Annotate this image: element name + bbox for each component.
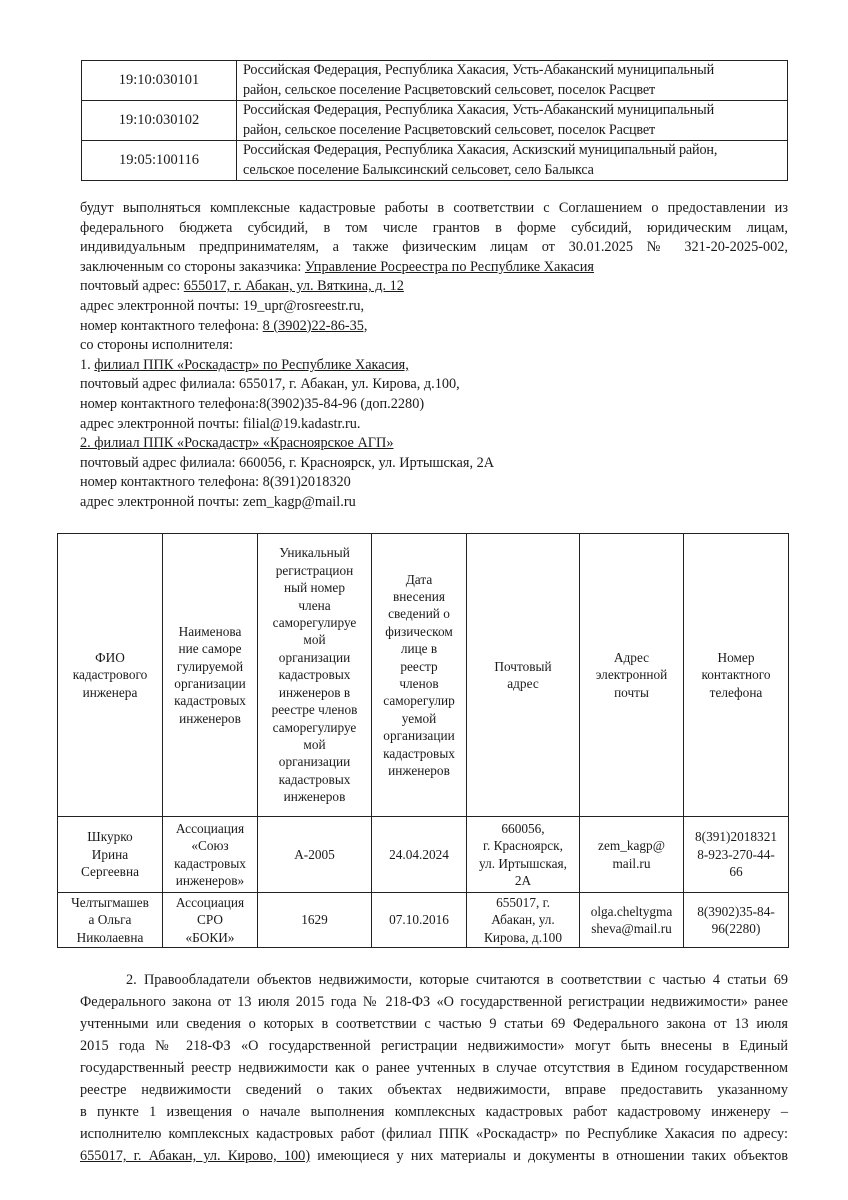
address-line: район, сельское поселение Расцветовский сельсовет, поселок Расцвет (243, 121, 656, 138)
email-address[interactable] (580, 817, 684, 893)
cell-line: инженера (82, 684, 138, 700)
cell-line: мой (303, 632, 326, 648)
sro-name (163, 893, 258, 948)
branch1-name-link[interactable]: филиал ППК «Роскадастр» по Республике Хакасия, (94, 356, 409, 373)
cell-line: инженеров (388, 763, 450, 779)
cell-line: ул. Иртышская, (479, 855, 567, 871)
intro-paragraph (80, 199, 788, 513)
customer-phone (80, 317, 788, 337)
cell-line: лице в (400, 641, 438, 657)
sro-name (163, 817, 258, 893)
cell-line: организации (278, 649, 351, 665)
branch1-postal: почтовый адрес филиала: 655017, г. Абакан, ул. Кирова, д.100, (80, 376, 460, 393)
customer-postal (80, 277, 788, 297)
cell-line: г. Красноярск, (483, 838, 563, 854)
paragraph-line: учтенными или сведения о которых в соответствии с частью 9 статьи 69 Федерального закона от 13 июля (80, 1016, 788, 1032)
cell-line: почты (614, 684, 649, 700)
customer-email-value[interactable]: 19_upr@rosreestr.ru (242, 297, 361, 314)
cell-line: 2А (514, 872, 532, 888)
cell-line: уемой (401, 710, 437, 726)
customer-email (80, 297, 788, 317)
cell-line: «БОКИ» (185, 929, 235, 945)
cell-line: Ирина (91, 846, 129, 862)
registry-date: 07.10.2016 (372, 893, 467, 948)
cell-line: организации (174, 676, 246, 691)
engineers-table (57, 533, 789, 948)
paragraph-line-rest: имеющиеся у них материалы и документы в отношении таких объектов (310, 1148, 789, 1164)
postal-label: почтовый адрес: (80, 278, 184, 295)
parcels-table (81, 60, 788, 181)
contractor-heading: со стороны исполнителя: (80, 337, 234, 354)
cell-line: электронной (595, 667, 668, 683)
engineer-name (58, 893, 163, 948)
cell-line: zem_kagp@ (598, 838, 665, 854)
cell-line: Челтыгмашев (71, 894, 149, 910)
phone-number (684, 817, 789, 893)
cell-line: саморегулир (383, 693, 455, 709)
registration-number: А-2005 (258, 817, 372, 893)
paragraph-line: 2. Правообладатели объектов недвижимости, которые считаются в соответствии с частью 4 статьи 69 (126, 972, 788, 988)
phone-label: номер контактного телефона: (80, 317, 263, 334)
cell-line: olga.cheltygma (590, 903, 673, 919)
cadastral-quarter-number: 19:10:030101 (82, 61, 237, 101)
cell-line: ФИО (95, 649, 125, 665)
cell-line: 8-923-270-44- (697, 846, 775, 862)
address-line: Российская Федерация, Республика Хакасия, Аскизский муниципальный район, (243, 142, 718, 158)
branch1-phone: номер контактного телефона:8(3902)35-84-96 (доп.2280) (80, 395, 425, 412)
cell-line: кадастровых (278, 667, 351, 683)
column-header-postal-address (467, 534, 580, 817)
intro-line (80, 258, 788, 278)
cell-line: инженеров в (278, 684, 351, 700)
cell-line: «Союз (191, 838, 229, 854)
cell-line: Ассоциация (175, 820, 245, 836)
quarter-address (237, 101, 788, 141)
table-row (58, 893, 789, 948)
cell-line: физическом (385, 623, 453, 639)
cell-line: 66 (729, 864, 743, 880)
cell-line: 8(391)2018321 (695, 829, 777, 845)
cell-line: кадастрового (72, 667, 148, 683)
cell-line: адрес (507, 676, 539, 691)
cell-line: членов (399, 676, 439, 691)
cell-line: СРО (196, 912, 224, 928)
paragraph-line (80, 1145, 788, 1167)
table-row (58, 817, 789, 893)
quarter-address (237, 61, 788, 101)
customer-phone-value: 8 (3902)22-86-35, (262, 317, 368, 334)
cell-line: члена (298, 597, 331, 613)
postal-address (467, 817, 580, 893)
address-line: Российская Федерация, Республика Хакасия, Усть-Абаканский муниципальный (243, 102, 715, 118)
paragraph-line: государственный реестр недвижимости как о ранее учтенных в случае отсутствия в Едином государственном (80, 1060, 788, 1076)
cell-line: реестре членов (271, 702, 358, 718)
table-row (82, 141, 788, 181)
cell-line: sheva@mail.ru (591, 921, 672, 936)
email-suffix: , (360, 297, 365, 314)
cell-line: 655017, г. (496, 894, 550, 910)
branch1-name (80, 356, 788, 376)
intro-line: будут выполняться комплексные кадастровые работы в соответствии с Соглашением о предоставлении из (80, 200, 788, 216)
column-header-registry-date (372, 534, 467, 817)
address-line: район, сельское поселение Расцветовский сельсовет, поселок Расцвет (243, 81, 656, 98)
cell-line: Дата (405, 571, 433, 587)
cell-line: 660056, (501, 820, 545, 836)
column-header-engineer-name (58, 534, 163, 817)
branch2-email: адрес электронной почты: zem_kagp@mail.ru (80, 493, 356, 510)
cell-line: инженеров» (175, 872, 245, 888)
paragraph-line: исполнителю комплексных кадастровых работ (филиал ППК «Роскадастр» по Республике Хакасия по адресу: (80, 1126, 788, 1142)
cell-line: Кирова, д.100 (484, 929, 562, 945)
cell-line: Почтовый (494, 658, 552, 674)
table-row (82, 61, 788, 101)
cadastral-quarter-number: 19:10:030102 (82, 101, 237, 141)
address-line: сельское поселение Балыксинский сельсовет, село Балыкса (243, 161, 594, 178)
branch2-phone: номер контактного телефона: 8(391)2018320 (80, 474, 351, 491)
branch1-email: адрес электронной почты: filial@19.kadastr.ru. (80, 415, 361, 432)
cell-line: инженеров (179, 710, 241, 726)
cadastral-quarter-number: 19:05:100116 (82, 141, 237, 181)
intro-line: индивидуальным предпринимателям, а также физическим лицам от 30.01.2025 № 321-20-2025-002, (80, 239, 788, 256)
registration-number: 1629 (258, 893, 372, 948)
cell-line: телефона (709, 684, 763, 700)
cell-line: кадастровых (174, 855, 246, 871)
engineer-name (58, 817, 163, 893)
cell-line: организации (383, 728, 455, 744)
column-header-email (580, 534, 684, 817)
cell-line: ный номер (284, 580, 345, 596)
cell-line: организации (278, 754, 351, 770)
paragraph-line: 2015 года № 218-ФЗ «О государственной регистрации недвижимости» могут быть внесены в Единый (80, 1038, 788, 1054)
cell-line: гулируемой (176, 658, 244, 674)
customer-label: заключенным со стороны заказчика: (80, 258, 305, 275)
cell-line: кадастровых (278, 771, 351, 787)
cell-line: Сергеевна (81, 864, 139, 880)
address-line: Российская Федерация, Республика Хакасия, Усть-Абаканский муниципальный (243, 62, 715, 78)
cell-line: внесения (393, 588, 445, 604)
cell-line: а Ольга (88, 912, 132, 928)
customer-postal-value: 655017, г. Абакан, ул. Вяткина, д. 12 (183, 278, 404, 295)
cell-line: регистрацион (275, 562, 354, 578)
cell-line: Номер (717, 649, 755, 665)
cell-line: реестр (400, 658, 438, 674)
cell-line: Уникальный (279, 545, 350, 561)
cell-line: Адрес (613, 649, 650, 665)
column-header-phone (684, 534, 789, 817)
column-header-sro-name (163, 534, 258, 817)
table-header-row (58, 534, 789, 817)
cell-line: контактного (701, 667, 771, 683)
cell-line: ние саморе (178, 641, 242, 657)
paragraph-line: Федерального закона от 13 июля 2015 года № 218-ФЗ «О государственной регистрации недвижимости» ранее (80, 994, 788, 1010)
cell-line: мой (303, 736, 326, 752)
table-row (82, 101, 788, 141)
cell-line: 96(2280) (711, 921, 761, 936)
cell-line: Наименова (178, 623, 242, 639)
cell-line: саморегулируе (272, 719, 357, 735)
cell-line: сведений о (388, 606, 450, 622)
quarter-address (237, 141, 788, 181)
email-address[interactable] (580, 893, 684, 948)
customer-name-link[interactable]: Управление Росреестра по Республике Хакасия (304, 258, 595, 275)
branch2-postal: почтовый адрес филиала: 660056, г. Красноярск, ул. Иртышская, 2А (80, 454, 495, 471)
email-label: адрес электронной почты: (80, 297, 243, 314)
cell-line: инженеров (283, 789, 346, 805)
postal-address (467, 893, 580, 948)
cell-line: Шкурко (87, 829, 133, 845)
column-header-registration-number (258, 534, 372, 817)
cell-line: кадастровых (383, 745, 455, 761)
cell-line: Ассоциация (175, 894, 245, 910)
cell-line: mail.ru (612, 855, 651, 871)
cell-line: Николаевна (76, 929, 144, 945)
phone-number (684, 893, 789, 948)
registry-date: 24.04.2024 (372, 817, 467, 893)
cell-line: саморегулируе (272, 615, 357, 631)
intro-line: федерального бюджета субсидий, в том числе грантов в форме субсидий, юридическим лицам, (80, 219, 788, 236)
cell-line: Абакан, ул. (491, 912, 555, 928)
paragraph-line: реестре недвижимости сведений о таких объектах недвижимости, вправе предоставить указанному (80, 1082, 788, 1098)
branch1-prefix: 1. (80, 356, 95, 373)
section-2-paragraph (80, 969, 788, 1167)
cell-line: 8(3902)35-84- (697, 903, 775, 919)
cell-line: кадастровых (174, 693, 246, 709)
branch2-name-link[interactable]: 2. филиал ППК «Роскадастр» «Красноярское АГП» (80, 435, 394, 452)
paragraph-line: в пункте 1 извещения о начале выполнения комплексных кадастровых работ кадастровому инженеру – (80, 1104, 788, 1120)
branch-address-underlined: 655017, г. Абакан, ул. Кирово, 100) (80, 1148, 311, 1164)
